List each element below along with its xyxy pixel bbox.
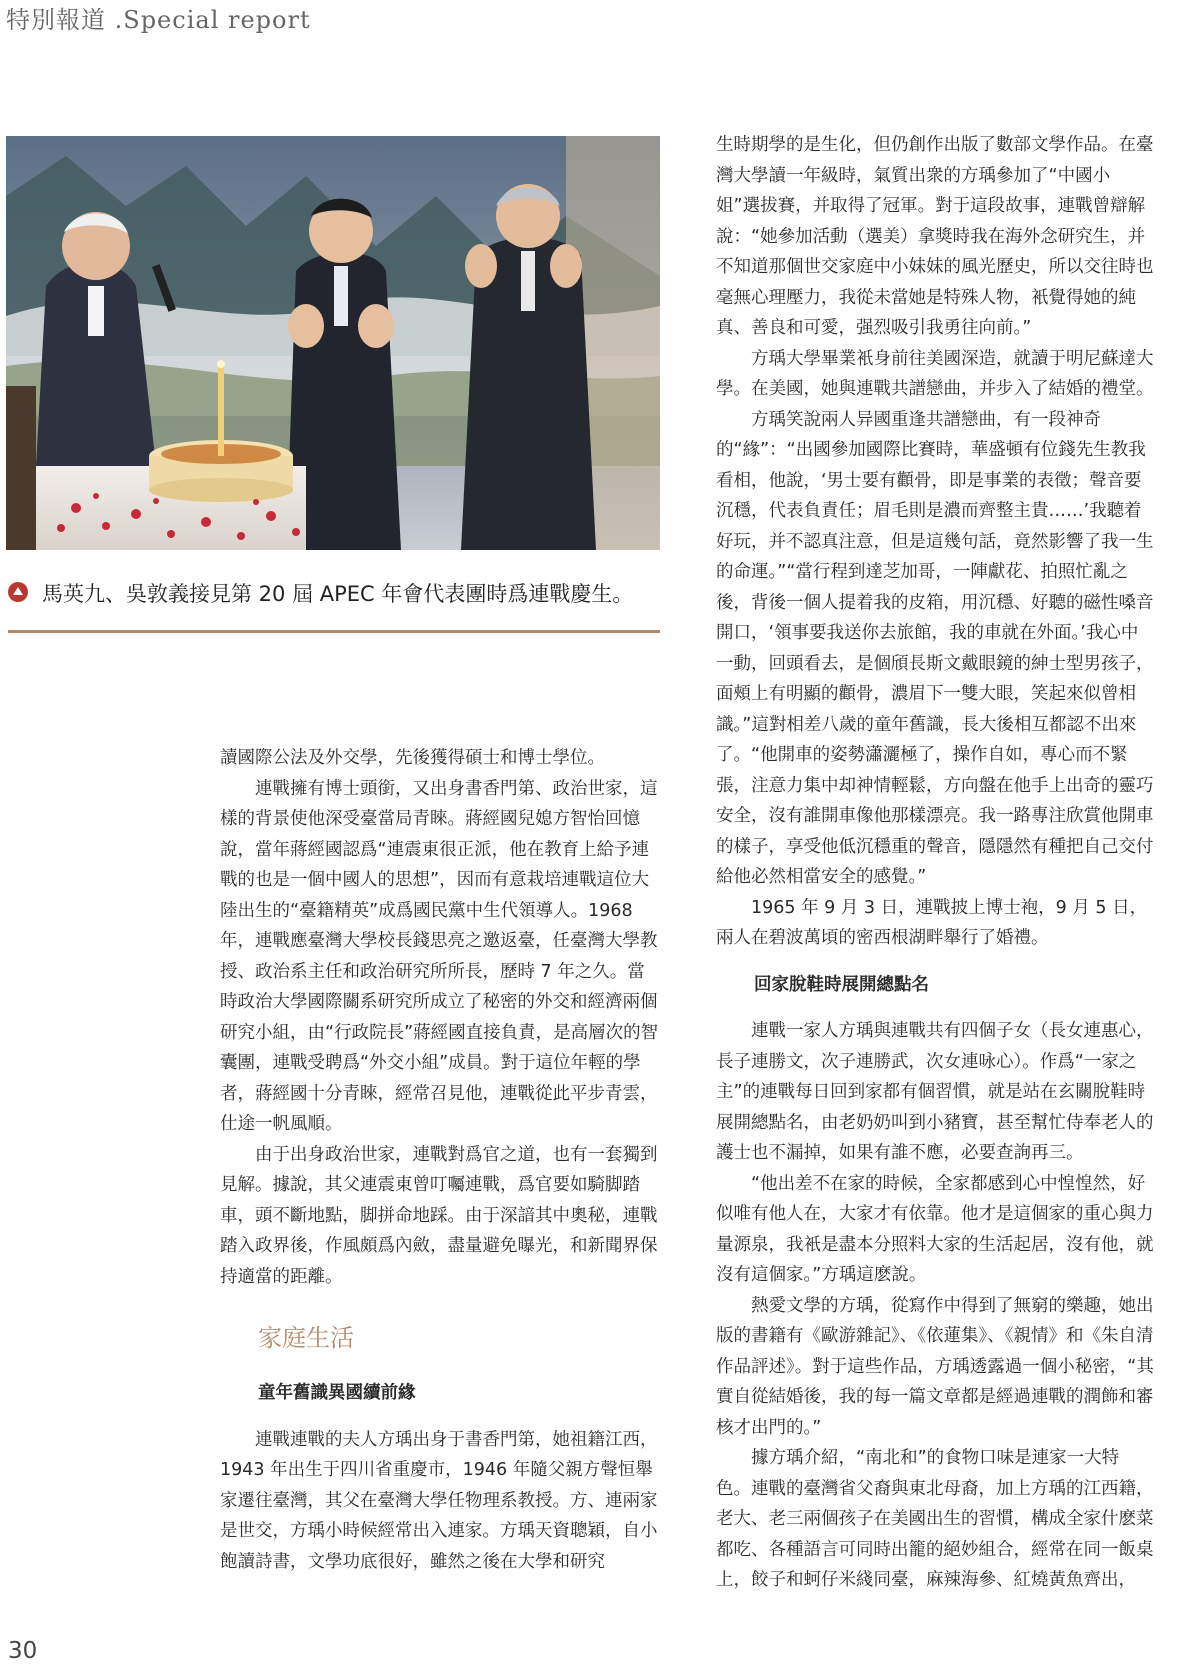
section-heading: 家庭生活 xyxy=(258,1324,354,1352)
paragraph: 連戰擁有博士頭銜，又出身書香門第、政治世家，這樣的背景使他深受臺當局青睞。蔣經國兒媳方智怡回憶說，當年蔣經國認爲“連震東很正派，他在教育上給予連戰的也是一個中國人的思想”，因而有意栽培連戰這位大陸出生的“臺籍精英”成爲國民黨中生代領導人。1968 年，連戰應臺灣大學校長錢思亮之邀返臺，任臺灣大學教授、政治系主任和政治研究所所長，歷時 7 年之久。當時政治大學國際關系研究所成立了秘密的外交和經濟兩個研究小組，由“行政院長”蔣經國直接負責，是高層次的智囊團，連戰受聘爲“外交小組”成員。對于這位年輕的學者，蔣經國十分青睞，經常召見他，連戰從此平步青雲，仕途一帆風順。 xyxy=(220,778,659,1134)
paragraph: 讀國際公法及外交學，先後獲得碩士和博士學位。 xyxy=(220,748,605,768)
running-head: 特別報道 .Special report xyxy=(6,6,311,34)
subheading: 回家脫鞋時展開總點名 xyxy=(754,974,929,995)
paragraph: 生時期學的是生化，但仍創作出版了數部文學作品。在臺灣大學讀一年級時，氣質出衆的方瑀參加了“中國小姐”選拔賽，并取得了冠軍。對于這段故事，連戰曾辯解說：“她參加活動（選美）拿獎時我在海外念研究生，并不知道那個世交家庭中小妹妹的風光歷史，所以交往時也毫無心理壓力，我從未當她是特殊人物，衹覺得她的純真、善良和可愛，强烈吸引我勇往向前。” xyxy=(716,135,1154,338)
right-column xyxy=(716,130,1154,1596)
paragraph: 據方瑀介紹，“南北和”的食物口味是連家一大特色。連戰的臺灣省父裔與東北母裔，加上方瑀的江西籍，老大、老三兩個孩子在美國出生的習慣，構成全家什麽菜都吃、各種語言可同時出籠的絕妙組合，經常在同一飯桌上，餃子和蚵仔米綫同臺，麻辣海參、紅燒黃魚齊出， xyxy=(716,1448,1154,1590)
paragraph: 連戰連戰的夫人方瑀出身于書香門第，她祖籍江西，1943 年出生于四川省重慶市，1946 年隨父親方聲恒舉家遷往臺灣，其父在臺灣大學任物理系教授。方、連兩家是世交，方瑀小時候經常出入連家。方瑀天資聰穎，自小飽讀詩書，文學功底很好，雖然之後在大學和研究 xyxy=(220,1429,658,1572)
paragraph: 1965 年 9 月 3 日，連戰披上博士袍，9 月 5 日，兩人在碧波萬頃的密西根湖畔舉行了婚禮。 xyxy=(716,897,1148,948)
caption-text: 馬英九、吳敦義接見第 20 屆 APEC 年會代表團時爲連戰慶生。 xyxy=(42,582,634,606)
left-column xyxy=(220,743,662,1577)
caption-divider xyxy=(8,630,660,633)
paragraph: 方瑀大學畢業衹身前往美國深造，就讀于明尼蘇達大學。在美國，她與連戰共譜戀曲，并步入了結婚的禮堂。 xyxy=(716,348,1154,399)
subheading: 童年舊識異國續前緣 xyxy=(258,1383,416,1403)
paragraph: 熱愛文學的方瑀，從寫作中得到了無窮的樂趣，她出版的書籍有《歐游雜記》、《依蓮集》、《親情》和《朱自清作品評述》。對于這些作品，方瑀透露過一個小秘密，“其實自從結婚後，我的每一篇文章都是經過連戰的潤飾和審核才出門的。” xyxy=(716,1295,1154,1438)
paragraph: 由于出身政治世家，連戰對爲官之道，也有一套獨到見解。據說，其父連震東曾叮囑連戰，爲官要如騎脚踏車，頭不斷地點，脚拼命地踩。由于深諳其中奧秘，連戰踏入政界後，作風頗爲內斂，盡量避免曝光，和新聞界保持適當的距離。 xyxy=(220,1144,658,1287)
paragraph: “他出差不在家的時候，全家都感到心中惶惶然，好似唯有他人在，大家才有依靠。他才是這個家的重心與力量源泉，我衹是盡本分照料大家的生活起居，沒有他，就沒有這個家。”方瑀這麽說。 xyxy=(716,1173,1154,1285)
photo-caption xyxy=(8,578,663,610)
cake-celebration-image xyxy=(6,136,660,550)
page-number: 30 xyxy=(8,1638,38,1664)
paragraph: 方瑀笑說兩人异國重逢共譜戀曲，有一段神奇的“緣”：“出國參加國際比賽時，華盛頓有位錢先生教我看相，他說，‘男士要有顴骨，即是事業的表徵；聲音要沉穩，代表負責任；眉毛則是濃而齊整主貴……’我聽着好玩，并不認真注意，但是這幾句話，竟然影響了我一生的命運。”“當行程到達芝加哥，一陣獻花、拍照忙亂之後，背後一個人提着我的皮箱，用沉穩、好聽的磁性嗓音開口，‘領事要我送你去旅館，我的車就在外面。’我心中一動，回頭看去，是個頎長斯文戴眼鏡的紳士型男孩子，面頰上有明顯的顴骨，濃眉下一雙大眼，笑起來似曾相識。”這對相差八歲的童年舊識，長大後相互都認不出來了。“他開車的姿勢瀟灑極了，操作自如，專心而不緊張，注意力集中却神情輕鬆，方向盤在他手上出奇的靈巧安全，沒有誰開車像他那樣漂亮。我一路專注欣賞他開車的樣子，享受他低沉穩重的聲音，隱隱然有種把自己交付給他必然相當安全的感覺。” xyxy=(716,409,1154,887)
paragraph: 連戰一家人方瑀與連戰共有四個子女（長女連惠心，長子連勝文，次子連勝武，次女連咏心）。作爲“一家之主”的連戰每日回到家都有個習慣，就是站在玄關脫鞋時展開總點名，由老奶奶叫到小豬寶，甚至幫忙侍奉老人的護士也不漏掉，如果有誰不應，必要查詢再三。 xyxy=(716,1021,1154,1163)
ceremony-photo xyxy=(6,136,660,550)
caption-marker-icon xyxy=(8,582,28,602)
